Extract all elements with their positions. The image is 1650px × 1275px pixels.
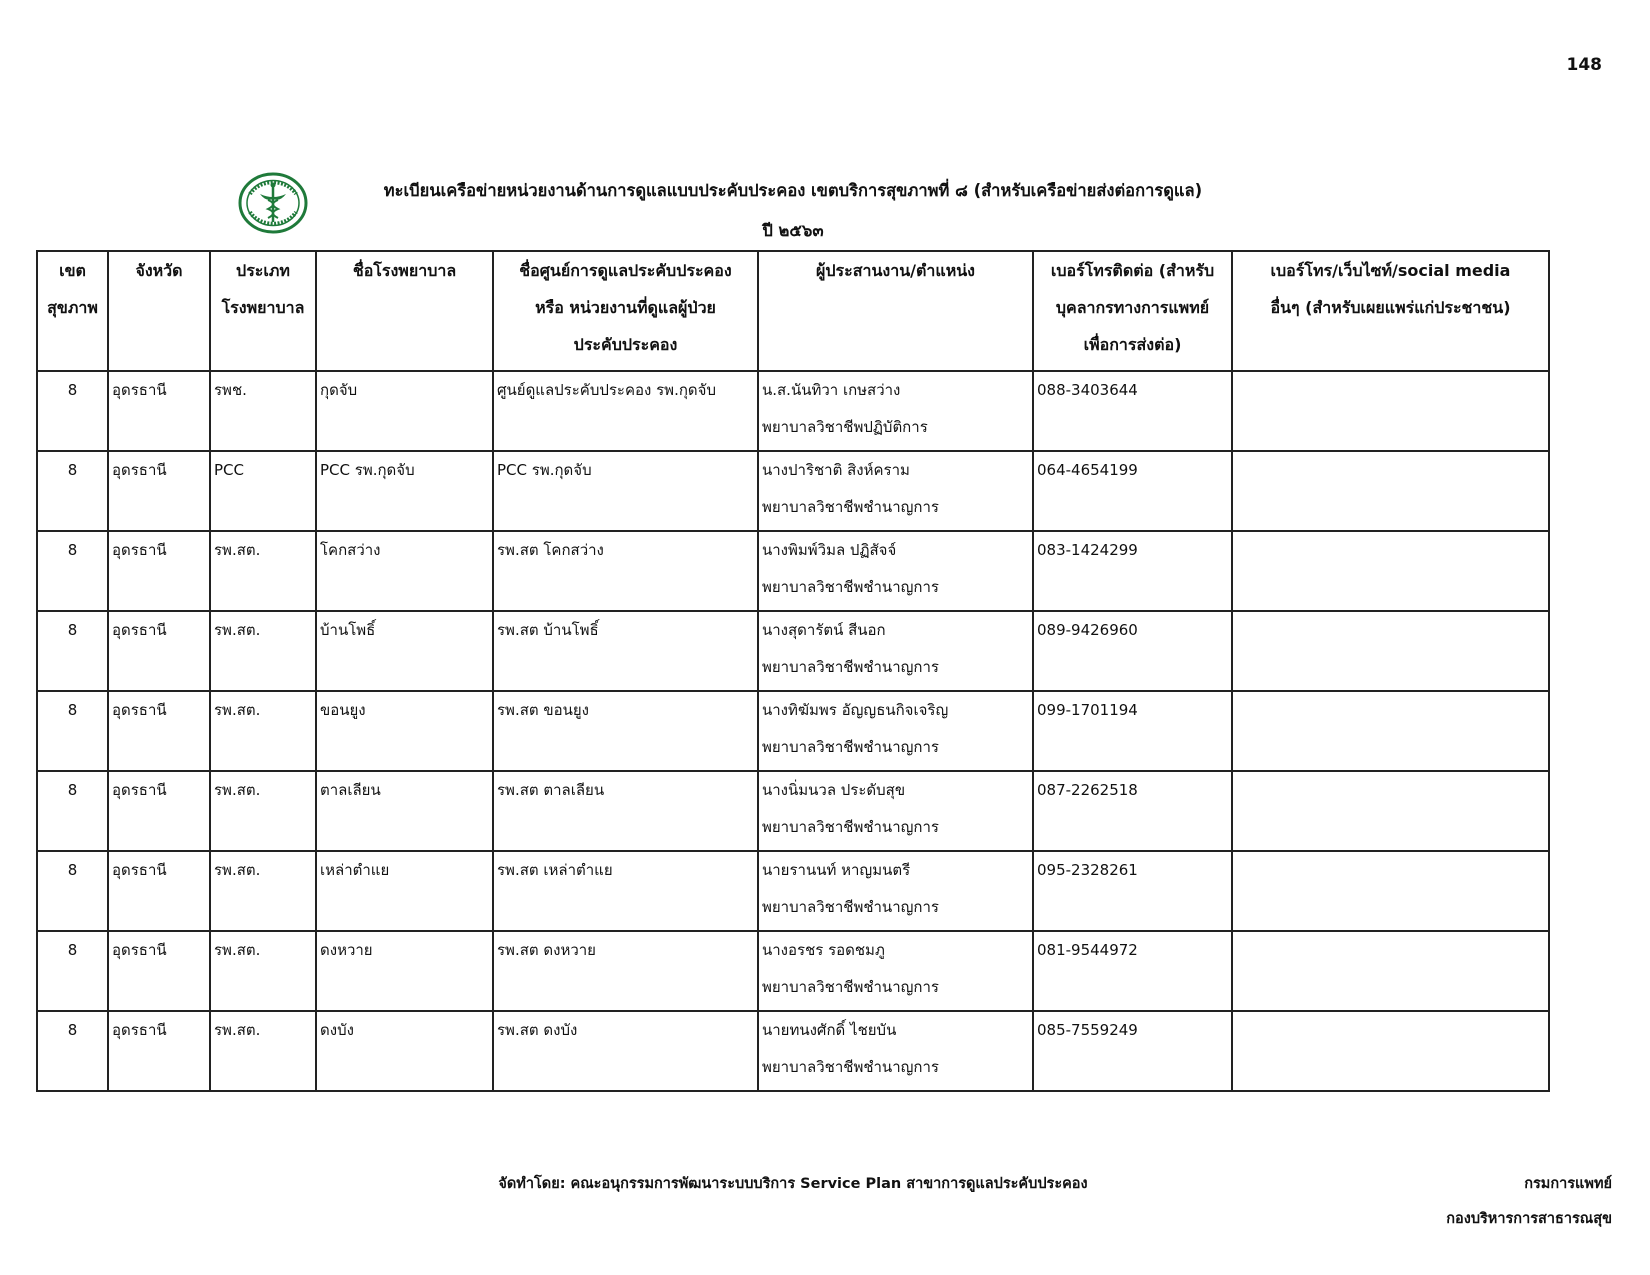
phone-cell: 064-4654199 — [1033, 451, 1232, 531]
health-zone-cell: 8 — [37, 451, 108, 531]
hospital-type-cell: รพ.สต. — [210, 531, 316, 611]
coordinator-position: พยาบาลวิชาชีพชำนาญการ — [762, 1058, 939, 1076]
coordinator-position: พยาบาลวิชาชีพชำนาญการ — [762, 658, 939, 676]
phone-cell: 087-2262518 — [1033, 771, 1232, 851]
page-title: ทะเบียนเครือข่ายหน่วยงานด้านการดูแลแบบประคับประคอง เขตบริการสุขภาพที่ ๘ (สำหรับเครือข่ายส่งต่อการดูแล) — [383, 181, 1203, 200]
table-row — [37, 771, 1549, 851]
care-center-cell: รพ.สต บ้านโพธิ์ — [493, 611, 758, 691]
footer-org-division: กองบริหารการสาธารณสุข — [1446, 1211, 1612, 1227]
column-header — [316, 251, 493, 371]
coordinator-cell — [758, 1011, 1033, 1091]
hospital-type-cell: รพ.สต. — [210, 1011, 316, 1091]
care-center-cell: รพ.สต เหล่าตำแย — [493, 851, 758, 931]
hospital-type-cell: รพช. — [210, 371, 316, 451]
hospital-name-cell: ดงหวาย — [316, 931, 493, 1011]
phone-cell: 095-2328261 — [1033, 851, 1232, 931]
column-header-line: จังหวัด — [135, 261, 183, 280]
coordinator-cell — [758, 371, 1033, 451]
coordinator-name: นางทิฆัมพร อัญญธนกิจเจริญ — [762, 701, 949, 719]
coordinator-cell — [758, 851, 1033, 931]
coordinator-position: พยาบาลวิชาชีพชำนาญการ — [762, 978, 939, 996]
care-center-cell: รพ.สต ดงบัง — [493, 1011, 758, 1091]
table-header-row — [37, 251, 1549, 371]
public-contact-cell — [1232, 851, 1549, 931]
province-cell: อุดรธานี — [108, 451, 210, 531]
column-header — [108, 251, 210, 371]
care-center-cell: PCC รพ.กุดจับ — [493, 451, 758, 531]
health-zone-cell: 8 — [37, 611, 108, 691]
coordinator-name: นายรานนท์ หาญมนตรี — [762, 861, 911, 879]
column-header-line: เพื่อการส่งต่อ) — [1083, 335, 1182, 354]
table-row — [37, 451, 1549, 531]
coordinator-name: นายทนงศักดิ์ ไชยบัน — [762, 1021, 897, 1039]
table-row — [37, 931, 1549, 1011]
column-header-line: หรือ หน่วยงานที่ดูแลผู้ป่วย — [535, 298, 716, 317]
hospital-name-cell: โคกสว่าง — [316, 531, 493, 611]
coordinator-position: พยาบาลวิชาชีพชำนาญการ — [762, 738, 939, 756]
table-row — [37, 531, 1549, 611]
public-contact-cell — [1232, 451, 1549, 531]
phone-cell: 083-1424299 — [1033, 531, 1232, 611]
table-row — [37, 691, 1549, 771]
province-cell: อุดรธานี — [108, 371, 210, 451]
coordinator-name: นางอรชร รอดชมภู — [762, 941, 885, 959]
coordinator-cell — [758, 931, 1033, 1011]
column-header-line: ชื่อโรงพยาบาล — [352, 261, 457, 280]
coordinator-position: พยาบาลวิชาชีพปฏิบัติการ — [762, 418, 928, 436]
network-registry-table — [36, 250, 1550, 1092]
column-header-line: เบอร์โทรติดต่อ (สำหรับ — [1050, 261, 1215, 280]
column-header-line: ผู้ประสานงาน/ตำแหน่ง — [816, 261, 975, 280]
hospital-name-cell: ตาลเลียน — [316, 771, 493, 851]
health-zone-cell: 8 — [37, 1011, 108, 1091]
coordinator-cell — [758, 531, 1033, 611]
public-contact-cell — [1232, 1011, 1549, 1091]
coordinator-name: นางปาริชาติ สิงห์คราม — [762, 461, 910, 479]
column-header-line: อื่นๆ (สำหรับเผยแพร่แก่ประชาชน) — [1270, 298, 1511, 317]
care-center-cell: ศูนย์ดูแลประคับประคอง รพ.กุดจับ — [493, 371, 758, 451]
column-header-line: ประเภท — [236, 261, 290, 280]
column-header-line: เบอร์โทร/เว็บไซท์/social media — [1270, 261, 1511, 280]
hospital-name-cell: เหล่าตำแย — [316, 851, 493, 931]
coordinator-position: พยาบาลวิชาชีพชำนาญการ — [762, 818, 939, 836]
health-zone-cell: 8 — [37, 851, 108, 931]
health-zone-cell: 8 — [37, 691, 108, 771]
column-header — [758, 251, 1033, 371]
column-header — [1033, 251, 1232, 371]
coordinator-name: นางพิมพ์วิมล ปฏิสัจจ์ — [762, 541, 897, 559]
column-header-line: ชื่อศูนย์การดูแลประคับประคอง — [519, 261, 732, 280]
care-center-cell: รพ.สต ดงหวาย — [493, 931, 758, 1011]
care-center-cell: รพ.สต โคกสว่าง — [493, 531, 758, 611]
coordinator-name: นางนิ่มนวล ประดับสุข — [762, 781, 906, 799]
coordinator-cell — [758, 771, 1033, 851]
phone-cell: 081-9544972 — [1033, 931, 1232, 1011]
column-header — [37, 251, 108, 371]
health-zone-cell: 8 — [37, 771, 108, 851]
column-header — [210, 251, 316, 371]
phone-cell: 089-9426960 — [1033, 611, 1232, 691]
column-header-line: ประคับประคอง — [573, 335, 678, 354]
table-row — [37, 611, 1549, 691]
public-contact-cell — [1232, 611, 1549, 691]
footer-org-department: กรมการแพทย์ — [1524, 1176, 1612, 1192]
public-contact-cell — [1232, 931, 1549, 1011]
coordinator-name: นางสุดารัตน์ สีนอก — [762, 621, 886, 639]
column-header-line: โรงพยาบาล — [221, 298, 305, 317]
table-row — [37, 851, 1549, 931]
phone-cell: 088-3403644 — [1033, 371, 1232, 451]
coordinator-position: พยาบาลวิชาชีพชำนาญการ — [762, 578, 939, 596]
province-cell: อุดรธานี — [108, 691, 210, 771]
public-contact-cell — [1232, 771, 1549, 851]
table-row — [37, 1011, 1549, 1091]
page-subtitle: ปี ๒๕๖๓ — [762, 221, 824, 240]
hospital-type-cell: รพ.สต. — [210, 851, 316, 931]
column-header — [1232, 251, 1549, 371]
hospital-type-cell: PCC — [210, 451, 316, 531]
hospital-name-cell: บ้านโพธิ์ — [316, 611, 493, 691]
column-header-line: เขต — [59, 261, 86, 280]
province-cell: อุดรธานี — [108, 611, 210, 691]
public-contact-cell — [1232, 531, 1549, 611]
province-cell: อุดรธานี — [108, 851, 210, 931]
province-cell: อุดรธานี — [108, 1011, 210, 1091]
province-cell: อุดรธานี — [108, 771, 210, 851]
hospital-type-cell: รพ.สต. — [210, 691, 316, 771]
phone-cell: 099-1701194 — [1033, 691, 1232, 771]
coordinator-cell — [758, 611, 1033, 691]
coordinator-name: น.ส.นันทิวา เกษสว่าง — [762, 381, 901, 399]
hospital-name-cell: ดงบัง — [316, 1011, 493, 1091]
public-contact-cell — [1232, 371, 1549, 451]
table-row — [37, 371, 1549, 451]
health-zone-cell: 8 — [37, 931, 108, 1011]
public-contact-cell — [1232, 691, 1549, 771]
care-center-cell: รพ.สต ตาลเลียน — [493, 771, 758, 851]
coordinator-position: พยาบาลวิชาชีพชำนาญการ — [762, 898, 939, 916]
hospital-name-cell: PCC รพ.กุดจับ — [316, 451, 493, 531]
hospital-name-cell: กุดจับ — [316, 371, 493, 451]
hospital-type-cell: รพ.สต. — [210, 611, 316, 691]
coordinator-position: พยาบาลวิชาชีพชำนาญการ — [762, 498, 939, 516]
hospital-type-cell: รพ.สต. — [210, 771, 316, 851]
hospital-type-cell: รพ.สต. — [210, 931, 316, 1011]
column-header-line: บุคลากรทางการแพทย์ — [1055, 298, 1210, 317]
page-number: 148 — [1566, 55, 1602, 75]
province-cell: อุดรธานี — [108, 931, 210, 1011]
coordinator-cell — [758, 691, 1033, 771]
footer-prepared-by: จัดทำโดย: คณะอนุกรรมการพัฒนาระบบบริการ Service Plan สาขาการดูแลประคับประคอง — [498, 1176, 1088, 1192]
health-zone-cell: 8 — [37, 371, 108, 451]
health-zone-cell: 8 — [37, 531, 108, 611]
province-cell: อุดรธานี — [108, 531, 210, 611]
care-center-cell: รพ.สต ขอนยูง — [493, 691, 758, 771]
column-header-line: สุขภาพ — [47, 298, 98, 317]
coordinator-cell — [758, 451, 1033, 531]
phone-cell: 085-7559249 — [1033, 1011, 1232, 1091]
hospital-name-cell: ขอนยูง — [316, 691, 493, 771]
column-header — [493, 251, 758, 371]
